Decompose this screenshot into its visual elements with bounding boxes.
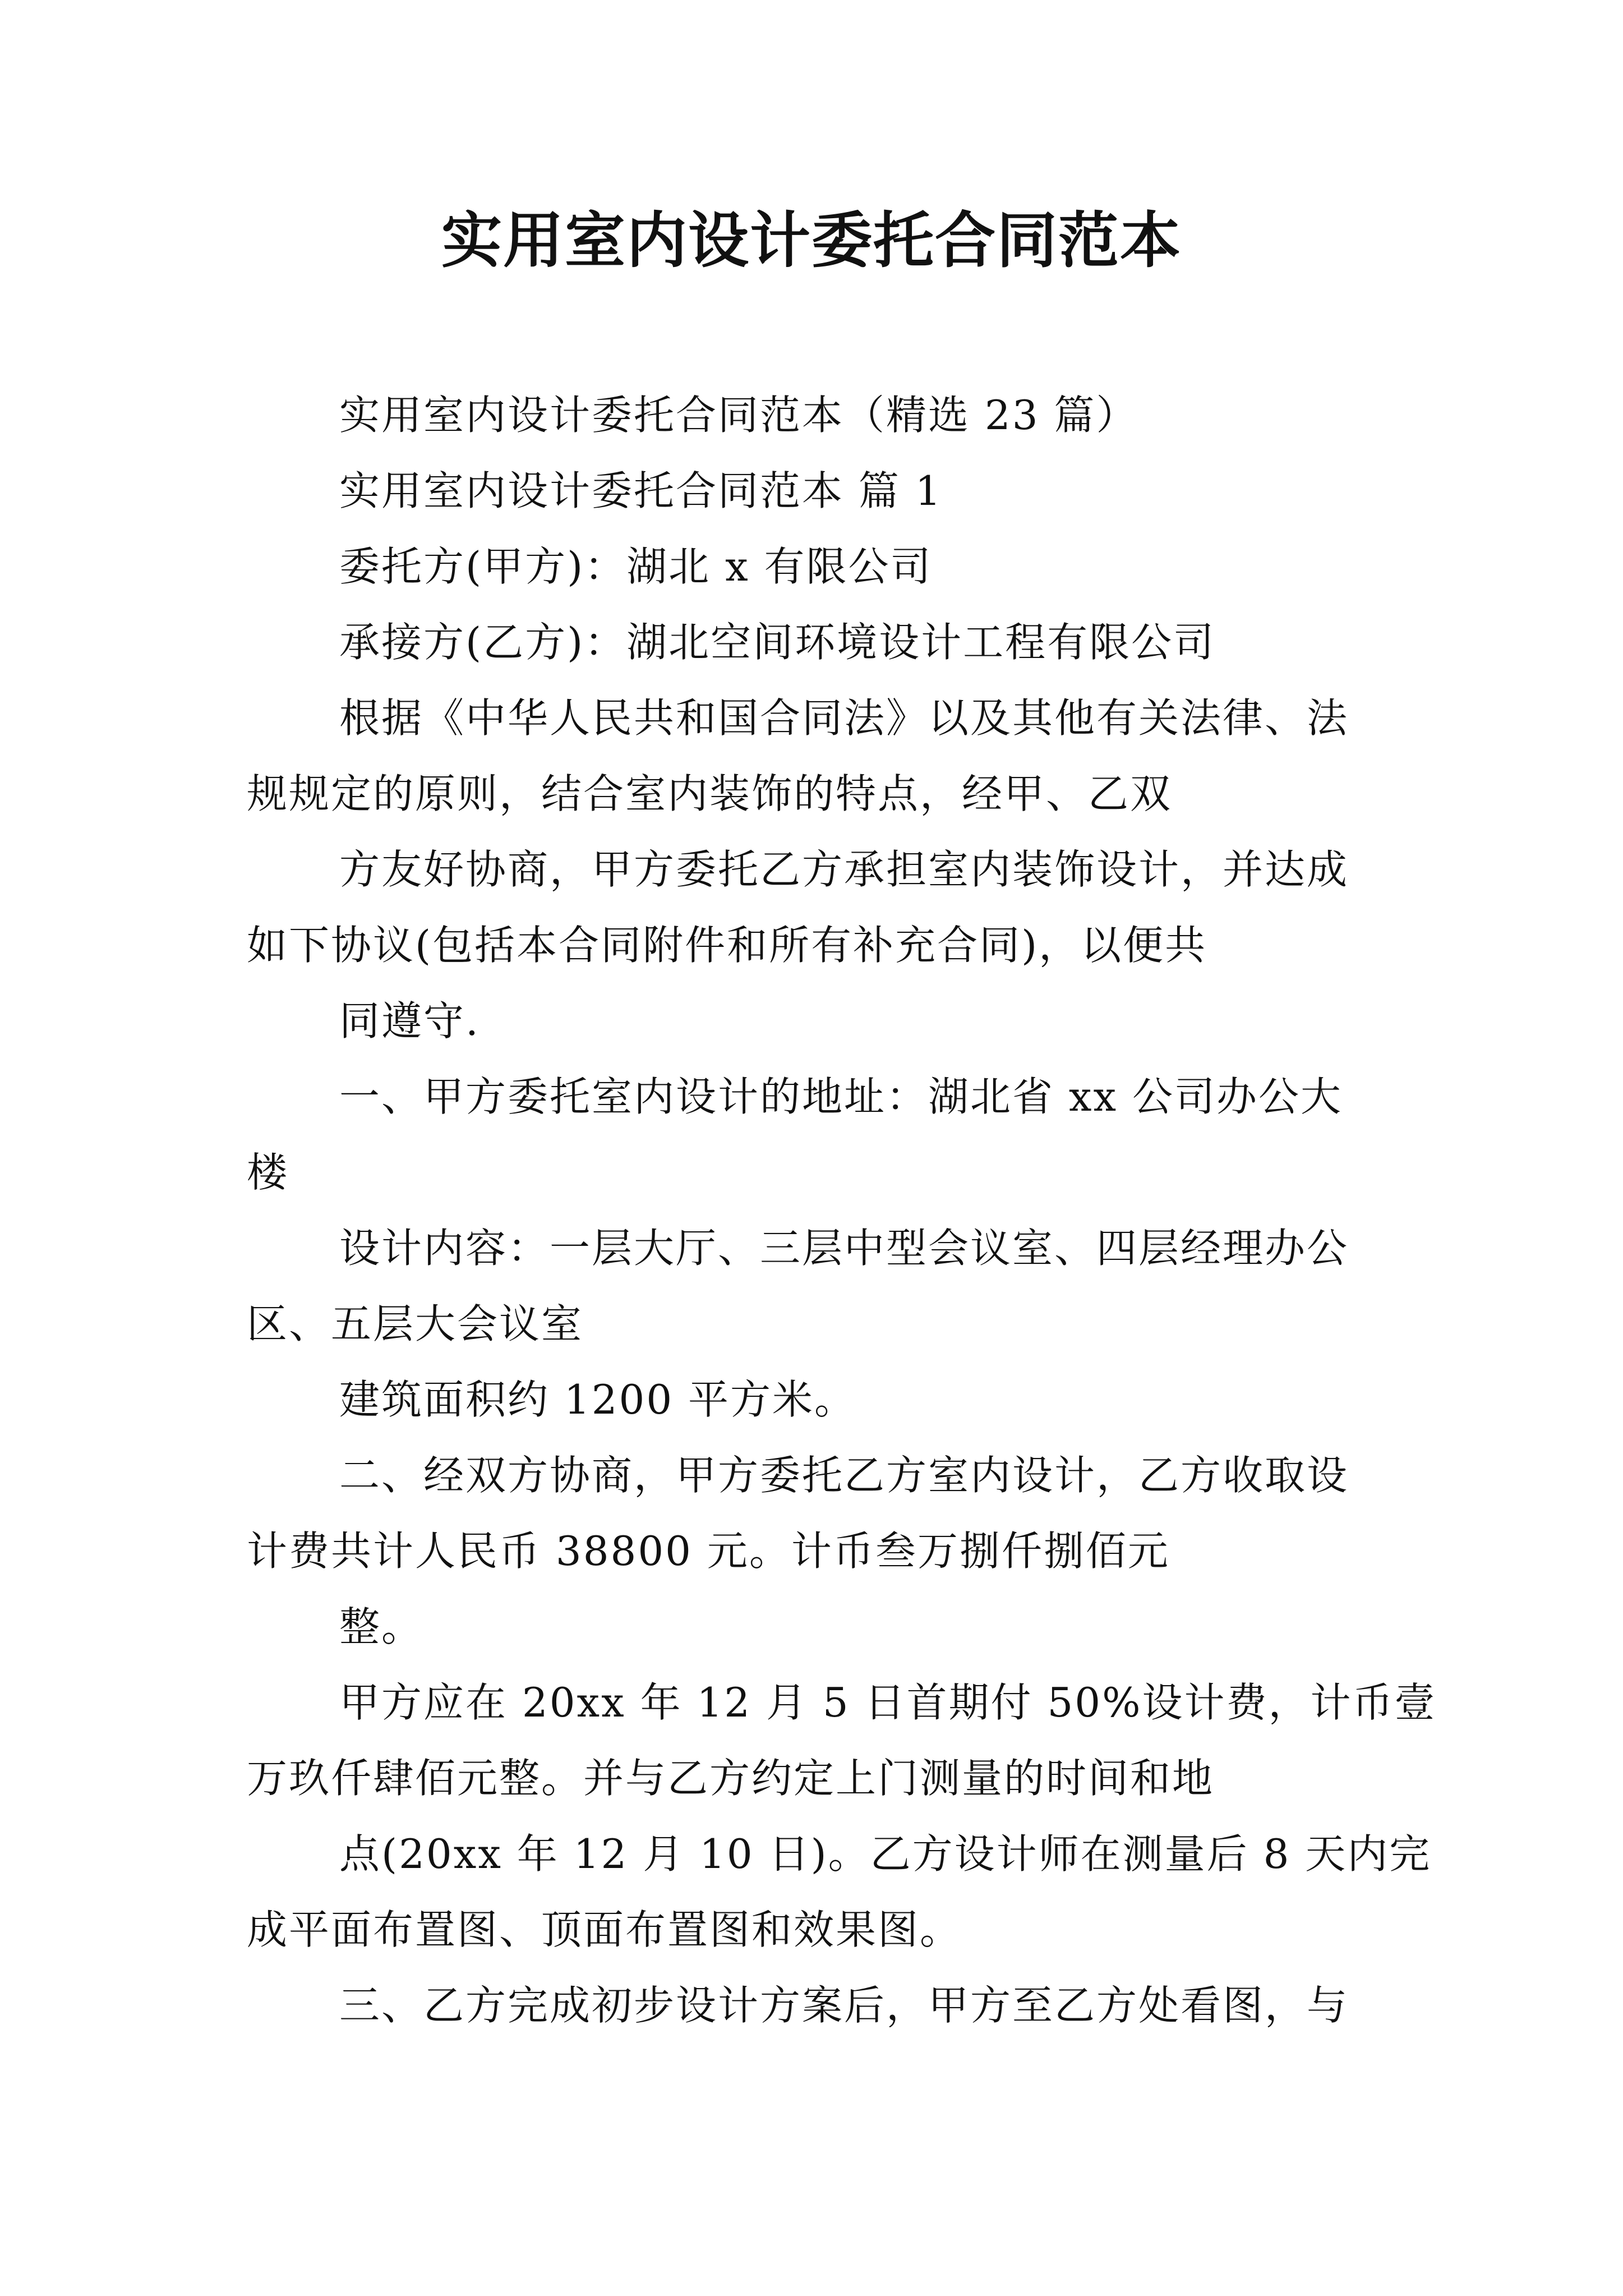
paragraph-line: 点(20xx 年 12 月 10 日)。乙方设计师在测量后 8 天内完 bbox=[339, 1830, 1432, 1878]
paragraph-line: 三、乙方完成初步设计方案后，甲方至乙方处看图，与 bbox=[339, 1982, 1349, 2029]
document-title: 实用室内设计委托合同范本 bbox=[441, 206, 1182, 276]
paragraph-line: 委托方(甲方)：湖北 x 有限公司 bbox=[339, 543, 933, 590]
paragraph-line: 根据《中华人民共和国合同法》以及其他有关法律、法 bbox=[339, 694, 1349, 742]
paragraph-line: 承接方(乙方)：湖北空间环境设计工程有限公司 bbox=[339, 619, 1216, 666]
paragraph-line: 同遵守. bbox=[339, 997, 480, 1045]
paragraph-line: 实用室内设计委托合同范本（精选 23 篇） bbox=[339, 392, 1138, 439]
paragraph-line: 方友好协商，甲方委托乙方承担室内装饰设计，并达成 bbox=[339, 846, 1349, 893]
paragraph-line: 规规定的原则，结合室内装饰的特点，经甲、乙双 bbox=[247, 770, 1173, 817]
paragraph-line: 楼 bbox=[247, 1149, 289, 1196]
paragraph-line: 如下协议(包括本合同附件和所有补充合同)，以便共 bbox=[247, 922, 1207, 969]
paragraph-line: 成平面布置图、顶面布置图和效果图。 bbox=[247, 1906, 962, 1953]
paragraph-line: 整。 bbox=[339, 1603, 424, 1650]
paragraph-line: 建筑面积约 1200 平方米。 bbox=[339, 1376, 857, 1423]
paragraph-line: 甲方应在 20xx 年 12 月 5 日首期付 50%设计费，计币壹 bbox=[339, 1679, 1437, 1726]
paragraph-line: 设计内容：一层大厅、三层中型会议室、四层经理办公 bbox=[339, 1225, 1349, 1272]
paragraph-line: 计费共计人民币 38800 元。计币叁万捌仟捌佰元 bbox=[247, 1527, 1170, 1575]
paragraph-line: 二、经双方协商，甲方委托乙方室内设计，乙方收取设 bbox=[339, 1452, 1349, 1499]
paragraph-line: 区、五层大会议室 bbox=[247, 1300, 584, 1347]
paragraph-line: 实用室内设计委托合同范本 篇 1 bbox=[339, 467, 943, 514]
paragraph-line: 一、甲方委托室内设计的地址：湖北省 xx 公司办公大 bbox=[339, 1073, 1343, 1120]
paragraph-line: 万玖仟肆佰元整。并与乙方约定上门测量的时间和地 bbox=[247, 1755, 1215, 1802]
